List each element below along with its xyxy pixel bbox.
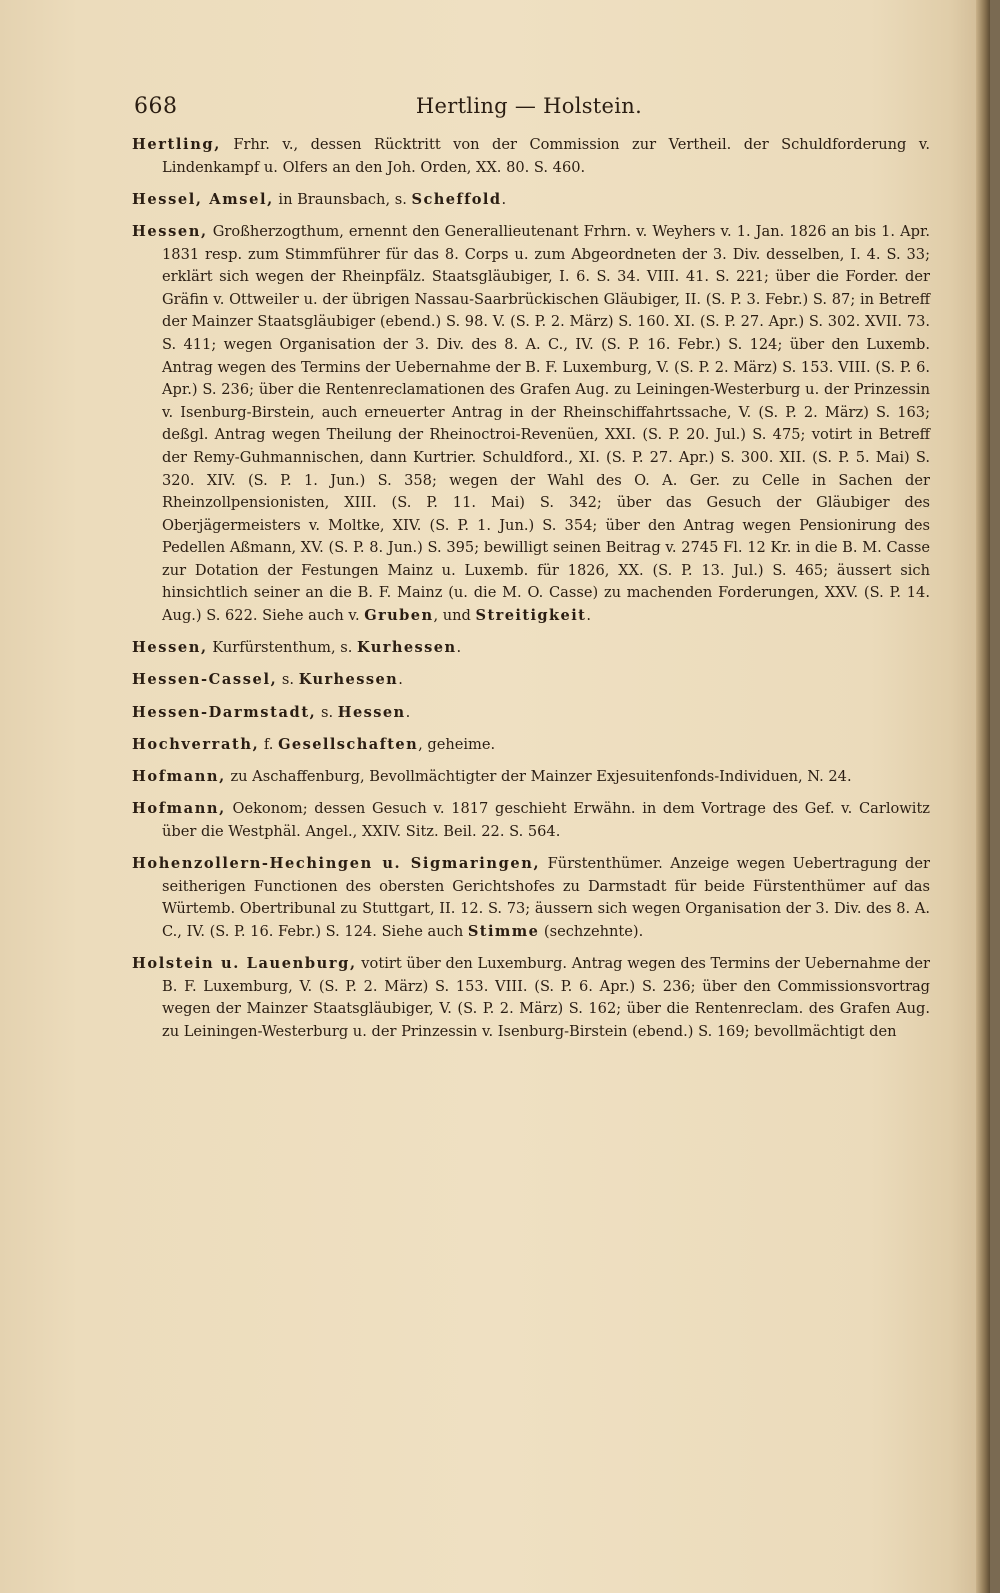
entry-tail: . (586, 607, 591, 625)
page-edge-shadow (976, 0, 990, 1593)
entry-headword: Hessen-Cassel, (132, 671, 278, 689)
entry-text: Großherzogthum, ernennt den Generallieutenant Frhrn. v. Weyhers v. 1. Jan. 1826 an bis 1. Apr. 1831 resp. zum Stimmführer für das 8. Corps u. zum Abgeordneten der 3. Div. desselben, I. 4. S. 33; erklärt sich wegen der Rheinpfälz. Staatsgläubiger, I. 6. S. 34. VIII. 41. S. 221; über die Forder. der Gräfin v. Ottweiler u. der übrigen Nassau-Saarbrückischen Gläubiger, II. (S. P. 3. Febr.) S. 87; in Betreff der Mainzer Staatsgläubiger (ebend.) S. 98. V. (S. P. 2. März) S. 160. XI. (S. P. 27. Apr.) S. 302. XVII. 73. S. 411; wegen Organisation der 3. Div. des 8. A. C., IV. (S. P. 16. Febr.) S. 124; über den Luxemb. Antrag wegen des Termins der Uebernahme der B. F. Luxemburg, V. (S. P. 2. März) S. 153. VIII. (S. P. 6. Apr.) S. 236; über die Rentenreclamationen des Grafen Aug. zu Leiningen-Westerburg u. der Prinzessin v. Isenburg-Birstein, auch erneuerter Antrag in der Rheinschiffahrtssache, V. (S. P. 2. März) S. 163; deßgl. Antrag wegen Theilung der Rheinoctroi-Revenüen, XXI. (S. P. 20. Jul.) S. 475; votirt in Betreff der Remy-Guhmannischen, dann Kurtrier. Schuldford., XI. (S. P. 27. Apr.) S. 300. XII. (S. P. 5. Mai) S. 320. XIV. (S. P. 1. Jun.) S. 358; wegen der Wahl des O. A. Ger. zu Celle in Sachen der Rheinzollpensionisten, XIII. (S. P. 11. Mai) S. 342; über das Gesuch der Gläubiger des Oberjägermeisters v. Moltke, XIV. (S. P. 1. Jun.) S. 354; über den Antrag wegen Pensionirung des Pedellen Aßmann, XV. (S. P. 8. Jun.) S. 395; bewilligt seinen Beitrag v. 2745 Fl. 12 Kr. in die B. M. Casse zur Dotation der Festungen Mainz u. Luxemb. für 1826, XX. (S. P. 13. Jul.) S. 465; äussert sich hinsichtlich seiner an die B. F. Mainz (u. die M. O. Casse) zu machenden Forderungen, XXV. (S. P. 14. Aug.) S. 622. Siehe auch v. (162, 222, 930, 625)
entry-text: s. (316, 703, 338, 721)
entry-tail: . (456, 639, 462, 657)
entry-headword: Hochverrath, (132, 735, 260, 753)
cross-reference: Hessen (337, 703, 406, 721)
entry-tail: (sechzehnte). (539, 922, 644, 940)
index-entry (132, 766, 930, 789)
entry-text: votirt über den Luxemburg. Antrag wegen des Termins der Uebernahme der B. F. Luxemburg, V. (S. P. 2. März) S. 153. VIII. (S. P. 6. Apr.) S. 236; über den Commissionsvortrag wegen der Mainzer Staatsgläubiger, V. (S. P. 2. März) S. 162; über die Rentenreclam. des Grafen Aug. zu Leiningen-Westerburg u. der Prinzessin v. Isenburg-Birstein (ebend.) S. 169; bevollmächtigt den (162, 954, 930, 1040)
entry-tail: , geheime. (418, 735, 496, 753)
entry-text: zu Aschaffenburg, Bevollmächtigter der Mainzer Exjesuitenfonds-Individuen, N. 24. (225, 768, 852, 785)
index-entry (132, 702, 930, 725)
page-number: 668 (134, 94, 178, 119)
running-title: Hertling — Holstein. (415, 94, 643, 118)
index-entry (132, 734, 930, 757)
page-header (134, 94, 924, 126)
entry-text: Frhr. v., dessen Rücktritt von der Commission zur Vertheil. der Schuldforderung v. Lindenkampf u. Olfers an den Joh. Orden, XX. 80. S. 460. (162, 136, 930, 176)
entry-headword: Hertling, (132, 136, 221, 153)
entry-text: Fürstenthümer. Anzeige wegen Uebertragung der seitherigen Functionen des obersten Gerichtshofes zu Darmstadt für beide Fürstenthümer auf das Würtemb. Obertribunal zu Stuttgart, II. 12. S. 73; äussern sich wegen Organisation der 3. Div. des 8. A. C., IV. (S. P. 16. Febr.) S. 124. Siehe auch (162, 854, 930, 940)
entry-text: s. (277, 671, 299, 689)
cross-reference: Gesellschaften (278, 735, 419, 753)
entry-tail: . (405, 703, 411, 721)
index-entry (132, 853, 930, 943)
index-entry (132, 637, 930, 660)
entry-headword: Hessen, (132, 222, 208, 240)
index-entry (132, 221, 930, 628)
cross-reference: Streitigkeit (475, 607, 587, 625)
index-entries (132, 134, 930, 1053)
entry-mid: , und (433, 607, 476, 625)
entry-headword: Hessen, (132, 639, 208, 657)
entry-headword: Hofmann, (132, 800, 226, 818)
index-entry (132, 134, 930, 179)
entry-tail: . (501, 190, 507, 208)
entry-headword: Hessel, Amsel, (132, 190, 274, 208)
entry-headword: Hohenzollern-Hechingen u. Sigmaringen, (132, 854, 541, 872)
entry-text: in Braunsbach, s. (273, 190, 412, 208)
cross-reference: Gruben (364, 607, 434, 625)
entry-text: f. (259, 735, 279, 753)
entry-headword: Hofmann, (132, 768, 226, 785)
cross-reference: Stimme (467, 922, 540, 940)
index-entry (132, 798, 930, 843)
cross-reference: Kurhessen (298, 671, 399, 689)
entry-text: Kurfürstenthum, s. (207, 639, 357, 657)
entry-tail: . (398, 671, 403, 689)
entry-headword: Holstein u. Lauenburg, (132, 954, 357, 972)
index-entry (132, 669, 930, 692)
cross-reference: Scheffold (411, 190, 502, 208)
entry-headword: Hessen-Darmstadt, (132, 703, 317, 721)
index-entry (132, 953, 930, 1043)
entry-text: Oekonom; dessen Gesuch v. 1817 geschieht Erwähn. in dem Vortrage des Gef. v. Carlowitz über die Westphäl. Angel., XXIV. Sitz. Beil. 22. S. 564. (162, 800, 930, 840)
index-entry (132, 189, 930, 212)
cross-reference: Kurhessen (357, 639, 457, 657)
